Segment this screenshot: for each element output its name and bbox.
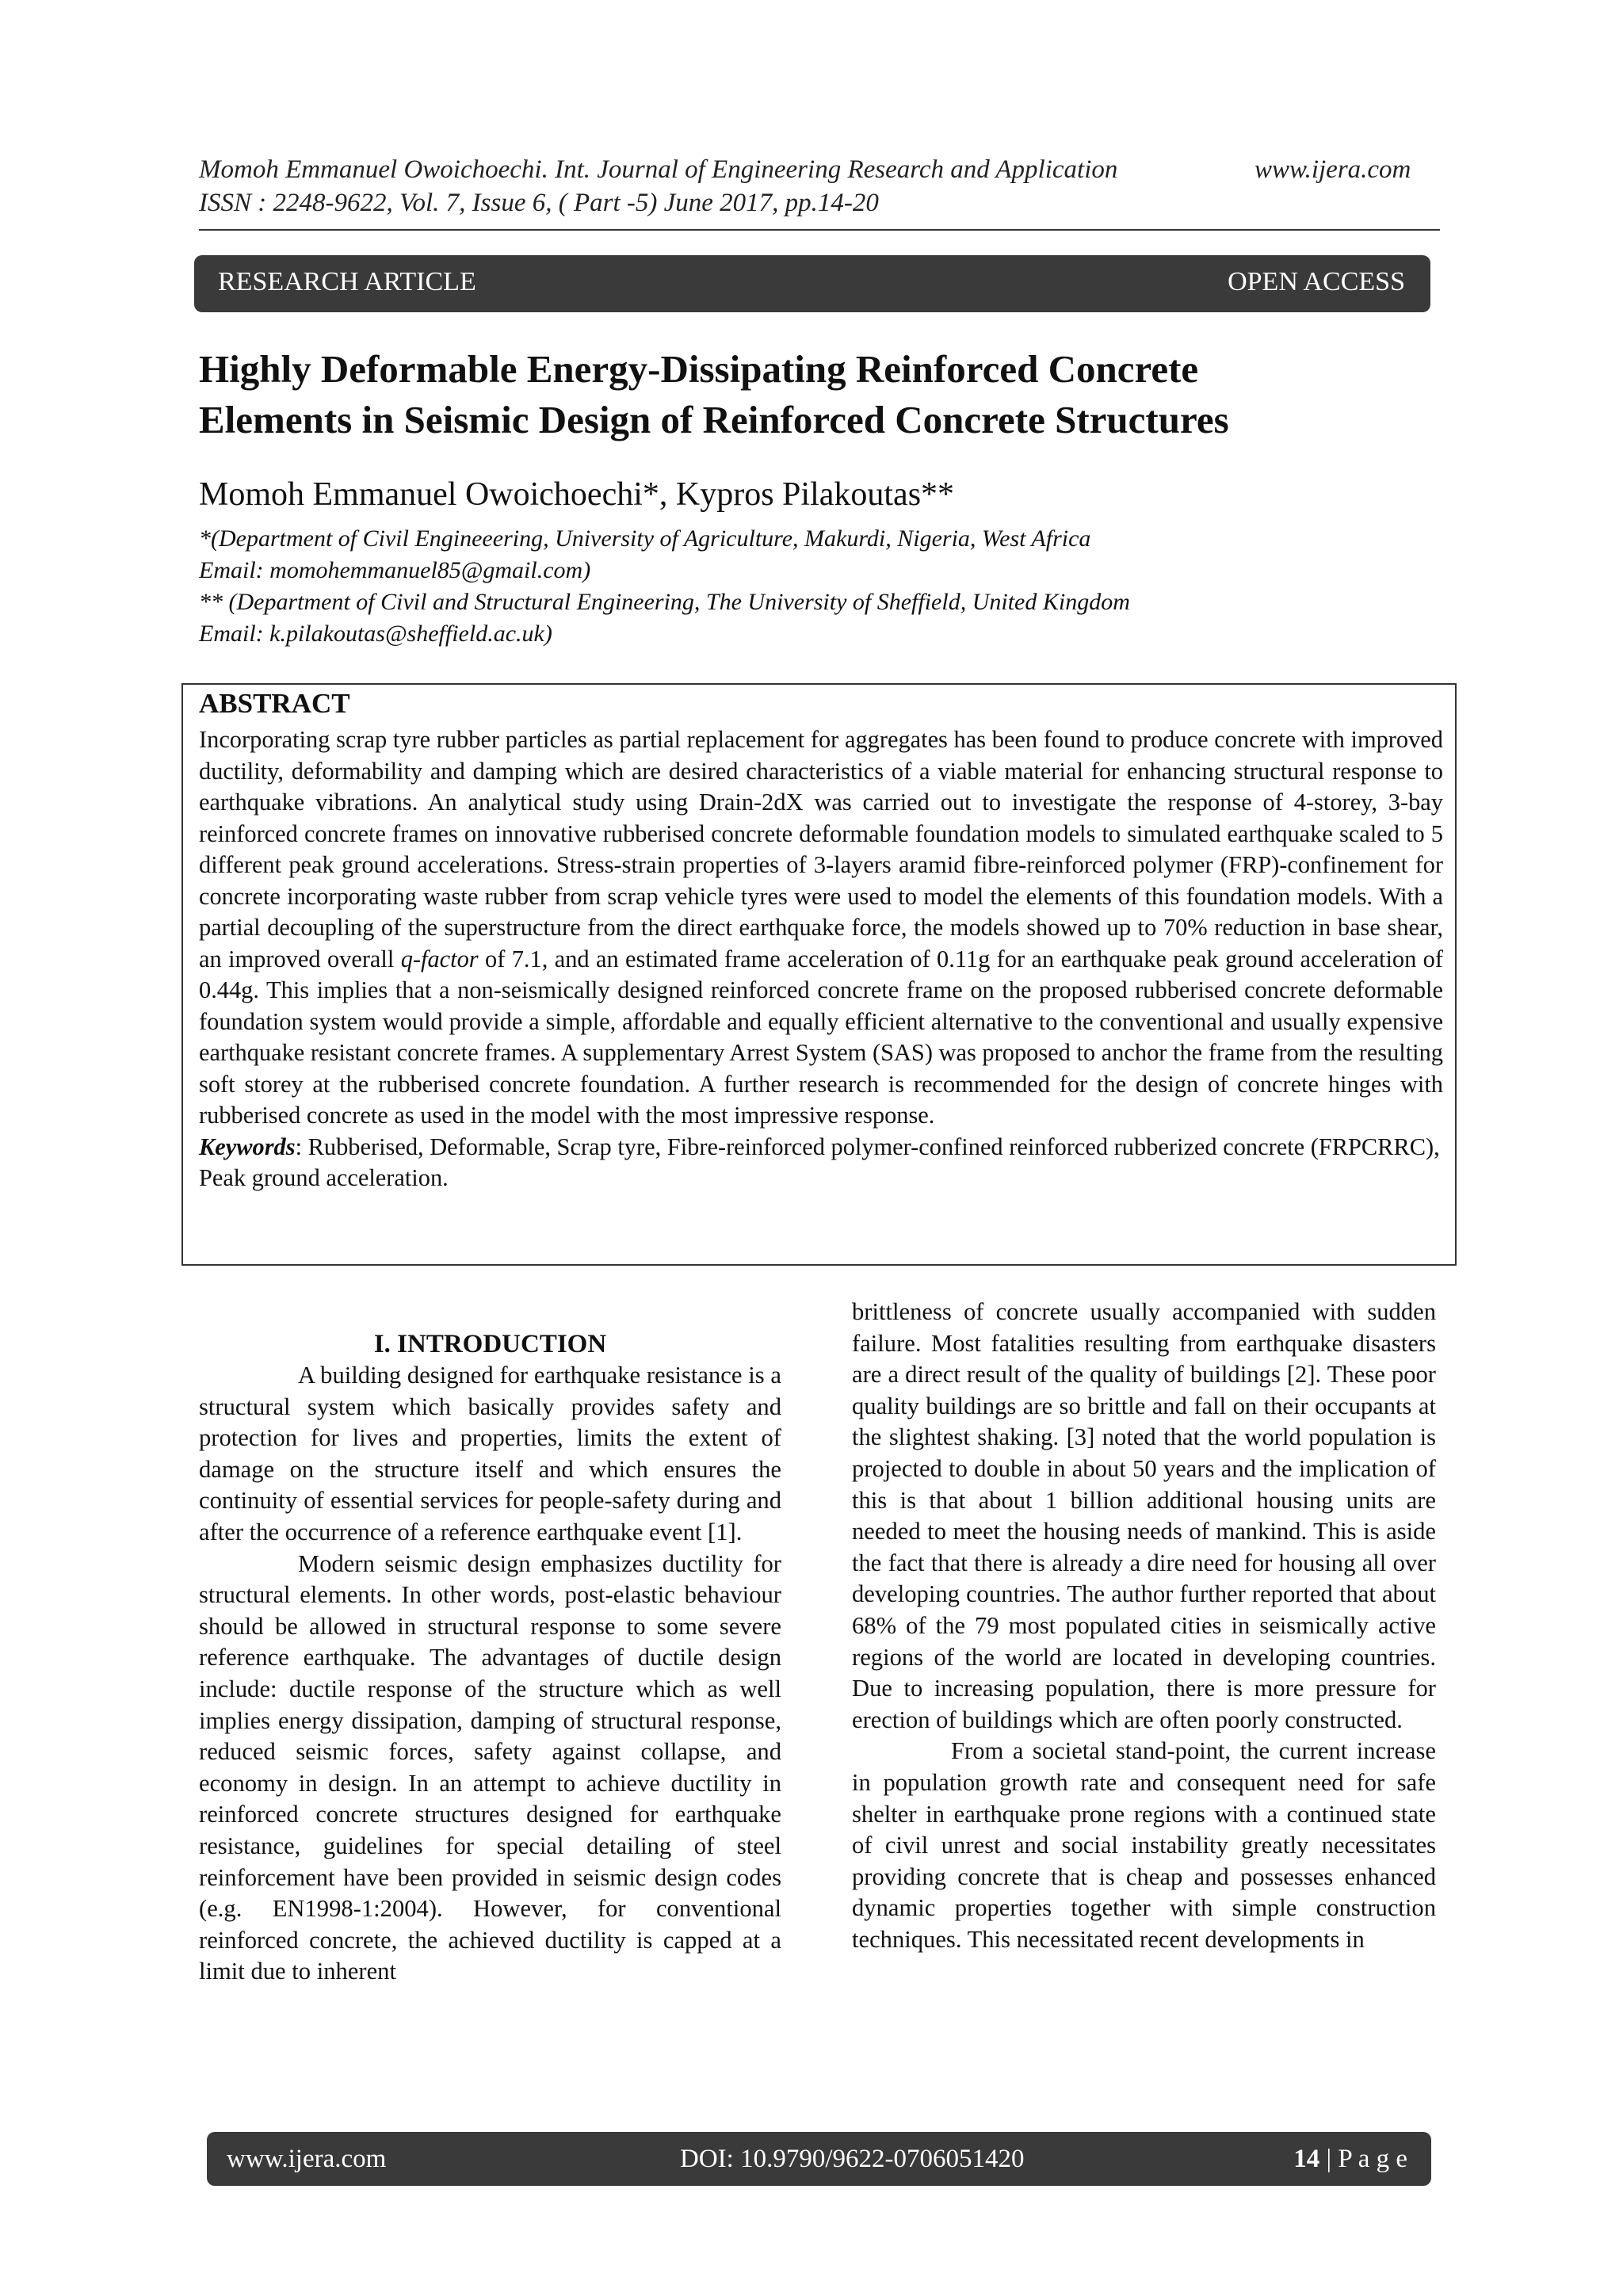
abstract-text-part1: Incorporating scrap tyre rubber particles as partial replacement for aggregates has been found to produce concrete with improved ductility, deformability and damping which are desired characteristics of a viable material for enhancing structural response to earthquake vibrations. An analytical study using Drain-2dX was carried out to investigate the response of 4-storey, 3-bay reinforced concrete frames on innovative rubberised concrete deformable foundation models to simulated earthquake scaled to 5 different peak ground accelerations. Stress-strain properties of 3-layers aramid fibre-reinforced polymer (FRP)-confinement for concrete incorporating waste rubber from scrap vehicle tyres were used to model the elements of this foundation models. With a partial decoupling of the superstructure from the direct earthquake force, the models showed up to 70% reduction in base shear, an improved overall bbox=[199, 726, 1443, 972]
title-line-1: Highly Deformable Energy-Dissipating Reinforced Concrete bbox=[199, 347, 1199, 391]
intro-paragraph-2: Modern seismic design emphasizes ductility for structural elements. In other words, post-elastic behaviour should be allowed in structural response to some severe reference earthquake. The advantages of ductile design include: ductile response of the structure which as well implies energy dissipation, damping of structural response, reduced seismic forces, safety against collapse, and economy in design. In an attempt to achieve ductility in reinforced concrete structures designed for earthquake resistance, guidelines for special detailing of steel reinforcement have been provided in seismic design codes (e.g. EN1998-1:2004). However, for conventional reinforced concrete, the achieved ductility is capped at a limit due to inherent bbox=[199, 1549, 781, 1985]
issue-info: ISSN : 2248-9622, Vol. 7, Issue 6, ( Part -5) June 2017, pp.14-20 bbox=[199, 189, 879, 217]
keywords bbox=[199, 1132, 1443, 1194]
page-footer bbox=[207, 2132, 1431, 2186]
page-number: 14 bbox=[1293, 2145, 1320, 2173]
header-divider bbox=[199, 229, 1440, 231]
right-column bbox=[852, 1297, 1436, 1955]
research-article-label: RESEARCH ARTICLE bbox=[218, 267, 476, 296]
journal-website[interactable]: www.ijera.com bbox=[1254, 155, 1411, 184]
left-column bbox=[199, 1328, 781, 1988]
abstract-text-part2: of 7.1, and an estimated frame acceleration of 0.11g for an earthquake peak ground acceleration of 0.44g. This implies that a non-seismically designed reinforced concrete frame on the proposed rubberised concrete deformable foundation system would provide a simple, affordable and equally efficient alternative to the conventional and usually expensive earthquake resistant concrete frames. A supplementary Arrest System (SAS) was proposed to anchor the frame from the resulting soft storey at the rubberised concrete foundation. A further research is recommended for the design of concrete hinges with rubberised concrete as used in the model with the most impressive response. bbox=[199, 945, 1443, 1129]
keywords-label: Keywords bbox=[199, 1133, 296, 1160]
affiliations bbox=[199, 523, 1130, 650]
abstract-body bbox=[199, 724, 1443, 1194]
footer-website[interactable]: www.ijera.com bbox=[227, 2145, 387, 2173]
affiliation-1-email[interactable]: Email: momohemmanuel85@gmail.com) bbox=[199, 557, 591, 583]
open-access-label: OPEN ACCESS bbox=[1228, 267, 1405, 296]
abstract-heading: ABSTRACT bbox=[199, 688, 350, 719]
intro-paragraph-3: brittleness of concrete usually accompanied with sudden failure. Most fatalities resulting from earthquake disasters are a direct result of the quality of buildings [2]. These poor quality buildings are so brittle and fall on their occupants at the slightest shaking. [3] noted that the world population is projected to double in about 50 years and the implication of this is that about 1 billion additional housing units are needed to meet the housing needs of mankind. This is aside the fact that there is already a dire need for housing all over developing countries. The author further reported that about 68% of the 79 most populated cities in seismically active regions of the world are located in developing countries. Due to increasing population, there is more pressure for erection of buildings which are often poorly constructed. bbox=[852, 1298, 1436, 1733]
journal-citation: Momoh Emmanuel Owoichoechi. Int. Journal of Engineering Research and Application bbox=[199, 155, 1118, 184]
affiliation-2: ** (Department of Civil and Structural Engineering, The University of Sheffield, United Kingdom bbox=[199, 589, 1130, 615]
affiliation-1: *(Department of Civil Engineeering, University of Agriculture, Makurdi, Nigeria, West Africa bbox=[199, 525, 1091, 552]
intro-paragraph-4: From a societal stand-point, the current increase in population growth rate and consequent need for safe shelter in earthquake prone regions with a continued state of civil unrest and social instability greatly necessitates providing concrete that is cheap and possesses enhanced dynamic properties together with simple construction techniques. This necessitated recent developments in bbox=[852, 1737, 1436, 1953]
author-list: Momoh Emmanuel Owoichoechi*, Kypros Pilakoutas** bbox=[199, 476, 955, 513]
article-type-banner bbox=[194, 255, 1430, 312]
footer-doi[interactable]: DOI: 10.9790/9622-0706051420 bbox=[680, 2145, 1025, 2173]
page-label: | P a g e bbox=[1319, 2145, 1407, 2173]
abstract-text bbox=[199, 724, 1443, 1132]
section-heading-introduction: I. INTRODUCTION bbox=[373, 1330, 607, 1358]
q-factor-term: q-factor bbox=[400, 945, 479, 972]
affiliation-2-email[interactable]: Email: k.pilakoutas@sheffield.ac.uk) bbox=[199, 621, 552, 647]
paper-title bbox=[199, 344, 1467, 445]
keywords-list: : Rubberised, Deformable, Scrap tyre, Fibre-reinforced polymer-confined reinforced rubberized concrete (FRPCRRC), Peak ground acceleration. bbox=[199, 1133, 1440, 1191]
intro-paragraph-1: A building designed for earthquake resistance is a structural system which basically provides safety and protection for lives and properties, limits the extent of damage on the structure itself and which ensures the continuity of essential services for people-safety during and after the occurrence of a reference earthquake event [1]. bbox=[199, 1362, 781, 1545]
footer-page bbox=[1293, 2145, 1407, 2174]
title-line-2: Elements in Seismic Design of Reinforced Concrete Structures bbox=[199, 398, 1229, 441]
